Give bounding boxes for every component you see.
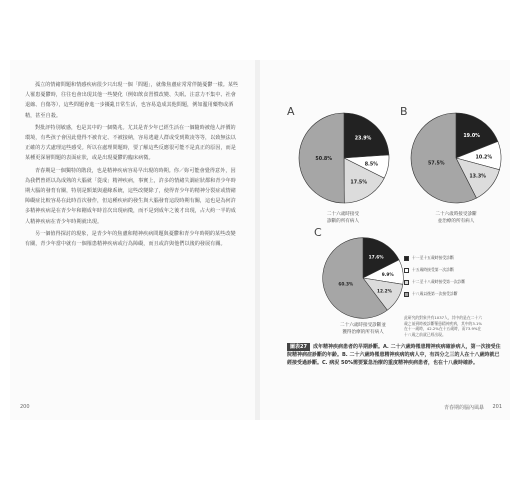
slice-label: 60.3% [338, 282, 354, 288]
legend-item [404, 279, 484, 290]
chart-legend [404, 255, 484, 303]
paragraph: 孤立的情緒問題和情感疾病很少只出現一個「問題」，就像焦慮症常常伴隨憂鬱一樣。某些人罹患憂鬱時，往往也會出現其他一些變化（例如飲食習慣改變、失眠、注意力不集中、社會退縮、自傷等），這些問題會進一步擾亂日常生活，也容易造成其他問題，例如濫用藥物或酒精，甚至自殺。 [25, 82, 239, 119]
legend-label: 十五歲時接受第一次診斷 [412, 267, 454, 272]
paragraph: 對批評特別敏感，也是其中的一個徵兆。尤其是青少年已經生活在一個隨時被他人評價的環境，有些孩子會因此覺得不被肯定、不被接納，容易逃避人群或受到欺凌等等，以致無法以正確的方式處理這些感受。所以在處理問題時，要了解這些反應很可能不是真正的原因，而是某種更深層問題的表面症狀，或是出現憂鬱的臨床病徵。 [25, 124, 236, 162]
caption-line: 二十六歲時接受診斷並 [340, 323, 386, 328]
legend-item [404, 291, 484, 302]
pie-slice [344, 113, 389, 158]
slice-label: 19.0% [463, 133, 481, 139]
slice-label: 50.8% [315, 157, 333, 163]
slice-label: 10.2% [475, 155, 493, 161]
slice-label: 9.9% [381, 272, 394, 278]
legend-swatch [404, 292, 409, 297]
side-note: 此研究的對象共有1037人，其中的是在二十六歲之前到時被診斷罹患精神疾病，其中的3.1%在十一歲時，42.2%在十五歲時，而73.9%在十八歲之前就已經出現。 [404, 315, 483, 337]
panel-c-letter: C [314, 226, 322, 239]
page-number-right: 201 [492, 404, 502, 410]
caption-line: 並治療的所有病人 [437, 218, 475, 224]
figure-caption [287, 343, 502, 367]
legend-swatch [404, 268, 409, 273]
panel-b-letter: B [400, 105, 408, 118]
panel-b-caption [421, 212, 491, 225]
figure-caption-text: 成年精神疾病患者的早期診斷。A. 二十六歲時罹患精神疾病確診病人，第一次接受住院精神病症診斷的年齡。B. 二十六歲時罹患精神疾病的病人中，有四分之三的人在十八歲時就已經接受過診斷。C. 病況 50%需要緊急治療的重度精神疾病患者，也在十八歲時確診。 [287, 344, 501, 366]
slice-label: 13.3% [469, 174, 486, 180]
figure-tag: 圖表27 [287, 343, 310, 351]
legend-label: 十八歲以後第一次接受診斷 [412, 291, 458, 296]
caption-line: 二十六歲時接受診斷 [435, 212, 477, 217]
pie-chart-b [408, 110, 504, 206]
pie-chart-a [296, 110, 392, 206]
running-title: 青春期的腦內風暴 [443, 405, 484, 411]
panel-c-caption [328, 323, 398, 336]
legend-item [404, 267, 484, 278]
slice-label: 23.9% [354, 136, 372, 142]
caption-line: 獲得治療的所有病人 [342, 329, 384, 335]
page-number-left: 200 [20, 404, 30, 410]
slice-label: 8.5% [364, 162, 379, 168]
slice-label: 17.6% [368, 255, 384, 261]
panel-a-letter: A [287, 105, 295, 118]
legend-item [404, 255, 484, 266]
slice-label: 57.5% [427, 161, 445, 167]
panel-a-caption [308, 212, 378, 225]
pie-chart-c [320, 235, 406, 321]
paragraph: 青春期是一個獨特的階段，也是精神疾病容易早出現的時期。你／妳可能會覺得意外，因為我們曾經以為成熟的大腦就「從成」精神疾病，事實上，許多的情緒失調症狀都和青少年時期大腦的發育有關，特別是額葉與邊緣系統，這些改變除了，使得青少年的精神分裂症或情緒障礙症比較容易在此時首次發作，但這種疾病的發生與大腦發育這段時期有關，這也是為何許多精神疾病是在青少年和剛成年時首次出現病徵，而不是到成年之後才出現，占大約一半的成人精神疾病在青少年時期就出現。 [25, 167, 236, 225]
legend-label: 十一至十五歲時接受診斷 [412, 255, 454, 260]
caption-line: 二十六歲時接受 [326, 212, 360, 217]
slice-label: 12.2% [376, 289, 392, 295]
legend-label: 十二至十八歲時接受第一次診斷 [412, 279, 466, 284]
legend-swatch [404, 280, 409, 285]
legend-swatch [404, 256, 409, 261]
paragraph: 另一個值得探討的現象，是青少年的焦慮和精神疾病問題與憂鬱和青少年時期的某些改變有關，青少年當中就有一個罹患精神疾病或行為障礙，而且或許與他們以後的發展有關。 [25, 230, 236, 248]
left-page-body [25, 80, 240, 251]
caption-line: 診斷的所有病人 [326, 218, 360, 224]
slice-label: 17.5% [350, 180, 368, 186]
